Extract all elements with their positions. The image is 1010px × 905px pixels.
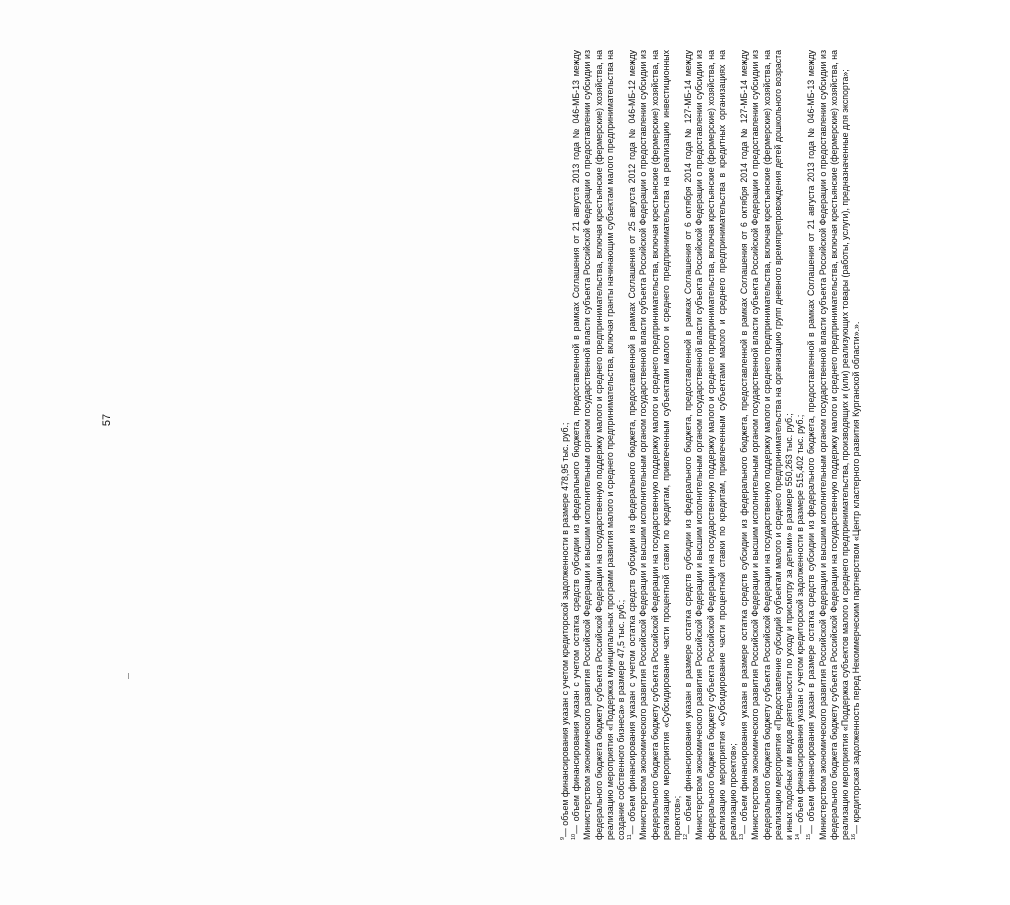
footnote-11: $^{11}$— объем финансирования указан с учетом остатка средств субсидии из федерального бюджета, предоставленной в рамках Соглашения от 25 августа 2012 года № 046-МБ-12 между Министерством экономического развития Российской Федерации и высшим исполнительным органом государственной власти субъекта Российской Федерации о предоставлении субсидии из федерального бюджета бюджету субъекта Российской Федерации на государственную поддержку малого и среднего предпринимательства, включая крестьянские (фермерские) хозяйства, на реализацию мероприятия «Субсидирование части процентной ставки по кредитам, привлеченным субъектами малого и среднего предпринимательства на реализацию инвестиционных проектов»;	[627, 50, 683, 840]
footnote-13: $^{13}$— объем финансирования указан в размере остатка средств субсидии из федерального бюджета, предоставленной в рамках Соглашения от 6 октября 2014 года № 127-МБ-14 между Министерством экономического развития Российской Федерации и высшим исполнительным органом государственной власти субъекта Российской Федерации о предоставлении субсидии из федерального бюджета бюджету субъекта Российской Федерации на государственную поддержку малого и среднего предпринимательства, включая крестьянские (фермерские) хозяйства, на реализацию мероприятия «Предоставление субсидий субъектам малого и среднего предпринимательства на организацию групп дневного времяпрепровождения детей дошкольного возраста и иных подобных им видов деятельности по уходу и присмотру за детьми» в размере 550,263 тыс. руб.;	[739, 50, 795, 840]
footnote-16: $^{16}$— кредиторская задолженность перед Некоммерческим партнерством «Центр кластерного развития Курганской области».».	[851, 321, 862, 840]
page-number: 57	[101, 413, 113, 427]
footnote-15: $^{15}$— объем финансирования указан в размере остатка средств субсидии из федерального бюджета, предоставленной в рамках Соглашения от 21 августа 2013 года № 046-МБ-13 между Министерством экономического развития Российской Федерации и высшим исполнительным органом государственной власти субъекта Российской Федерации о предоставлении субсидии из федерального бюджета бюджету субъекта Российской Федерации на государственную поддержку малого и среднего предпринимательства, включая крестьянские (фермерские) хозяйства, на реализацию мероприятия «Поддержка субъектов малого и среднего предпринимательства, производящих и (или) реализующих товары (работы, услуги), предназначенные для экспорта»;	[806, 50, 851, 840]
footnote-12: $^{12}$— объем финансирования указан в размере остатка средств субсидии из федерального бюджета, предоставленной в рамках Соглашения от 6 октября 2014 года № 127-МБ-14 между Министерством экономического развития Российской Федерации и высшим исполнительным органом государственной власти субъекта Российской Федерации о предоставлении субсидии из федерального бюджета бюджету субъекта Российской Федерации на государственную поддержку малого и среднего предпринимательства, включая крестьянские (фермерские) хозяйства, на реализацию мероприятия «Субсидирование части процентной ставки по кредитам, привлеченным субъектами малого и среднего предпринимательства в кредитных организациях на реализацию проектов»;	[683, 50, 739, 840]
footnotes-block	[560, 50, 1010, 840]
footnote-10: $^{10}$— объем финансирования указан с учетом остатка средств субсидии из федерального бюджета, предоставленной в рамках Соглашения от 21 августа 2013 года № 046-МБ-13 между Министерством экономического развития Российской Федерации и высшим исполнительным органом государственной власти субъекта Российской Федерации о предоставлении субсидии из федерального бюджета бюджету субъекта Российской Федерации на государственную поддержку малого и среднего предпринимательства, включая крестьянские (фермерские) хозяйства, на реализацию мероприятия «Поддержка муниципальных программ развития малого и среднего предпринимательства, включая гранты начинающим субъектам малого предпринимательства на создание собственного бизнеса» в размере 47,5 тыс. руб.;	[571, 50, 627, 840]
footnote-9: $^9$— объем финансирования указан с учетом кредиторской задолженности в размере 478,95 тыс. руб.;	[560, 422, 570, 840]
scan-mark	[128, 673, 129, 679]
footnote-14: $^{14}$— объем финансирования указан с учетом кредиторской задолженности в размере 515,402 тыс. руб.;	[795, 414, 806, 840]
